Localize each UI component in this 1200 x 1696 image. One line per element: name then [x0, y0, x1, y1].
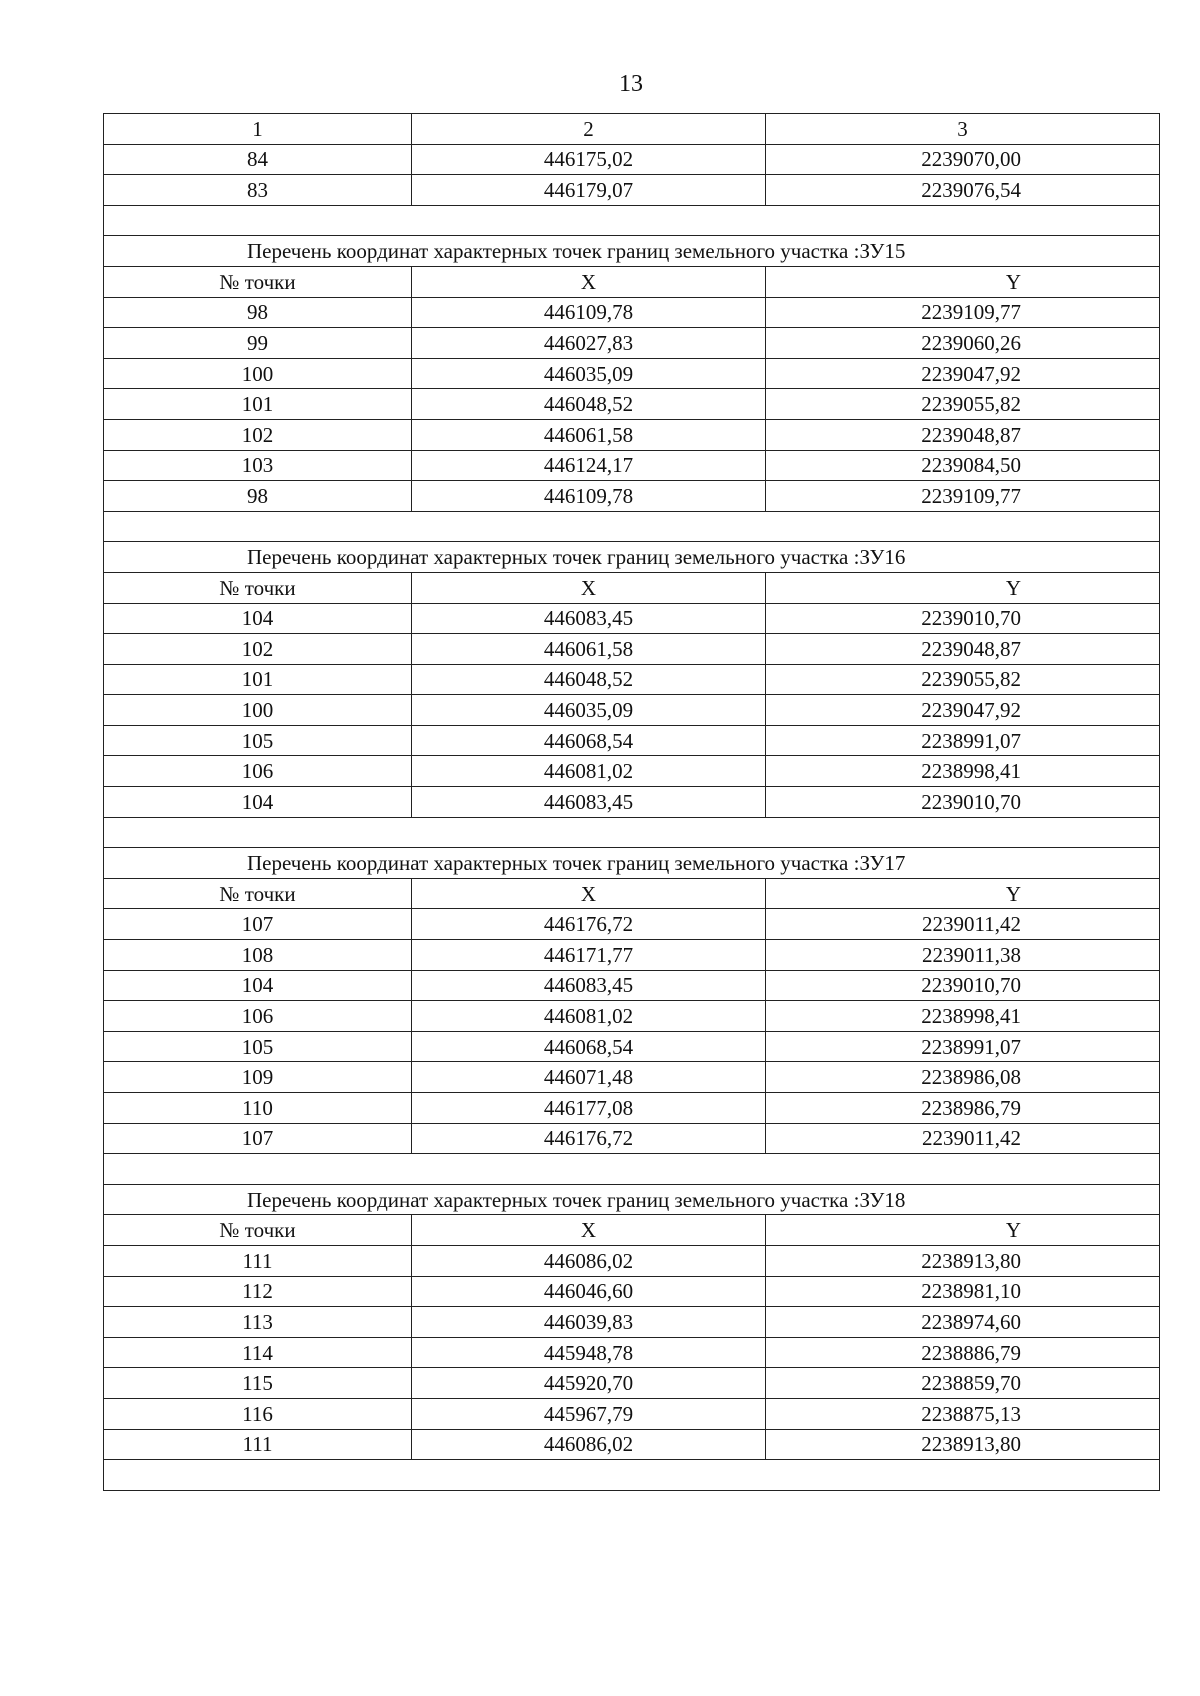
point-number-cell: 111 — [104, 1429, 412, 1460]
section-header-row — [104, 266, 1160, 297]
table-row — [104, 940, 1160, 971]
section-title: Перечень координат характерных точек границ земельного участка :ЗУ15 — [104, 236, 1160, 267]
y-coordinate-cell: 2238875,13 — [766, 1398, 1160, 1429]
column-header-y: Y — [766, 1215, 1160, 1246]
x-coordinate-cell: 446109,78 — [412, 481, 766, 512]
y-coordinate-cell: 2238974,60 — [766, 1307, 1160, 1338]
section-title-row — [104, 236, 1160, 267]
point-number-cell: 111 — [104, 1245, 412, 1276]
column-number-row — [104, 114, 1160, 145]
y-coordinate-cell: 2239011,38 — [766, 940, 1160, 971]
table-row — [104, 175, 1160, 206]
y-coordinate-cell: 2239011,42 — [766, 909, 1160, 940]
table-row — [104, 756, 1160, 787]
spacer-cell — [104, 817, 1160, 848]
y-coordinate-cell: 2239048,87 — [766, 419, 1160, 450]
y-coordinate-cell: 2239010,70 — [766, 603, 1160, 634]
x-coordinate-cell: 446039,83 — [412, 1307, 766, 1338]
section-title: Перечень координат характерных точек границ земельного участка :ЗУ18 — [104, 1184, 1160, 1215]
table-row — [104, 1062, 1160, 1093]
table-row — [104, 603, 1160, 634]
table-row — [104, 909, 1160, 940]
table-row — [104, 1123, 1160, 1154]
point-number-cell: 109 — [104, 1062, 412, 1093]
y-coordinate-cell: 2238913,80 — [766, 1429, 1160, 1460]
coordinates-table-body — [104, 114, 1160, 1491]
y-coordinate-cell: 2239010,70 — [766, 787, 1160, 818]
spacer-cell — [104, 511, 1160, 542]
x-coordinate-cell: 446081,02 — [412, 756, 766, 787]
point-number-cell: 115 — [104, 1368, 412, 1399]
column-number-cell: 2 — [412, 114, 766, 145]
y-coordinate-cell: 2238986,08 — [766, 1062, 1160, 1093]
column-header-x: X — [412, 878, 766, 909]
x-coordinate-cell: 446177,08 — [412, 1093, 766, 1124]
section-header-row — [104, 572, 1160, 603]
point-number-cell: 98 — [104, 481, 412, 512]
x-coordinate-cell: 446086,02 — [412, 1429, 766, 1460]
table-row — [104, 1245, 1160, 1276]
y-coordinate-cell: 2239109,77 — [766, 297, 1160, 328]
y-coordinate-cell: 2238998,41 — [766, 1001, 1160, 1032]
point-number-cell: 102 — [104, 419, 412, 450]
table-row — [104, 297, 1160, 328]
point-number-cell: 113 — [104, 1307, 412, 1338]
table-row — [104, 358, 1160, 389]
section-header-row — [104, 1215, 1160, 1246]
x-coordinate-cell: 446176,72 — [412, 1123, 766, 1154]
y-coordinate-cell: 2239060,26 — [766, 328, 1160, 359]
column-number-cell: 1 — [104, 114, 412, 145]
y-coordinate-cell: 2239048,87 — [766, 634, 1160, 665]
section-title-row — [104, 1184, 1160, 1215]
x-coordinate-cell: 446083,45 — [412, 787, 766, 818]
table-row — [104, 389, 1160, 420]
spacer-row — [104, 1154, 1160, 1185]
y-coordinate-cell: 2239070,00 — [766, 144, 1160, 175]
y-coordinate-cell: 2239084,50 — [766, 450, 1160, 481]
x-coordinate-cell: 445920,70 — [412, 1368, 766, 1399]
x-coordinate-cell: 446083,45 — [412, 970, 766, 1001]
x-coordinate-cell: 446175,02 — [412, 144, 766, 175]
table-row — [104, 1337, 1160, 1368]
x-coordinate-cell: 446061,58 — [412, 634, 766, 665]
y-coordinate-cell: 2239047,92 — [766, 695, 1160, 726]
point-number-cell: 100 — [104, 695, 412, 726]
x-coordinate-cell: 446046,60 — [412, 1276, 766, 1307]
point-number-cell: 114 — [104, 1337, 412, 1368]
x-coordinate-cell: 446176,72 — [412, 909, 766, 940]
point-number-cell: 102 — [104, 634, 412, 665]
x-coordinate-cell: 446035,09 — [412, 358, 766, 389]
table-row — [104, 725, 1160, 756]
table-row — [104, 634, 1160, 665]
y-coordinate-cell: 2239010,70 — [766, 970, 1160, 1001]
column-header-x: X — [412, 1215, 766, 1246]
x-coordinate-cell: 446048,52 — [412, 389, 766, 420]
table-row — [104, 450, 1160, 481]
x-coordinate-cell: 446071,48 — [412, 1062, 766, 1093]
y-coordinate-cell: 2239076,54 — [766, 175, 1160, 206]
table-row — [104, 1276, 1160, 1307]
point-number-cell: 107 — [104, 1123, 412, 1154]
y-coordinate-cell: 2238991,07 — [766, 725, 1160, 756]
column-number-cell: 3 — [766, 114, 1160, 145]
spacer-cell — [104, 1460, 1160, 1491]
section-title: Перечень координат характерных точек границ земельного участка :ЗУ17 — [104, 848, 1160, 879]
point-number-cell: 112 — [104, 1276, 412, 1307]
point-number-cell: 100 — [104, 358, 412, 389]
spacer-cell — [104, 1154, 1160, 1185]
y-coordinate-cell: 2238859,70 — [766, 1368, 1160, 1399]
table-row — [104, 419, 1160, 450]
column-header-y: Y — [766, 878, 1160, 909]
coordinates-table — [103, 113, 1160, 1491]
y-coordinate-cell: 2238886,79 — [766, 1337, 1160, 1368]
point-number-cell: 84 — [104, 144, 412, 175]
point-number-cell: 104 — [104, 787, 412, 818]
section-title-row — [104, 848, 1160, 879]
y-coordinate-cell: 2238986,79 — [766, 1093, 1160, 1124]
table-row — [104, 1429, 1160, 1460]
spacer-row — [104, 1460, 1160, 1491]
column-header-x: X — [412, 266, 766, 297]
point-number-cell: 106 — [104, 756, 412, 787]
y-coordinate-cell: 2239109,77 — [766, 481, 1160, 512]
y-coordinate-cell: 2238991,07 — [766, 1031, 1160, 1062]
x-coordinate-cell: 446048,52 — [412, 664, 766, 695]
point-number-cell: 83 — [104, 175, 412, 206]
point-number-cell: 110 — [104, 1093, 412, 1124]
spacer-row — [104, 817, 1160, 848]
point-number-cell: 103 — [104, 450, 412, 481]
page-number: 13 — [619, 71, 643, 97]
point-number-cell: 104 — [104, 603, 412, 634]
point-number-cell: 99 — [104, 328, 412, 359]
x-coordinate-cell: 446171,77 — [412, 940, 766, 971]
y-coordinate-cell: 2239011,42 — [766, 1123, 1160, 1154]
x-coordinate-cell: 446081,02 — [412, 1001, 766, 1032]
table-row — [104, 787, 1160, 818]
table-row — [104, 1398, 1160, 1429]
x-coordinate-cell: 446068,54 — [412, 725, 766, 756]
table-row — [104, 1001, 1160, 1032]
y-coordinate-cell: 2239055,82 — [766, 664, 1160, 695]
x-coordinate-cell: 446068,54 — [412, 1031, 766, 1062]
spacer-row — [104, 205, 1160, 236]
point-number-cell: 101 — [104, 389, 412, 420]
y-coordinate-cell: 2239055,82 — [766, 389, 1160, 420]
x-coordinate-cell: 446109,78 — [412, 297, 766, 328]
x-coordinate-cell: 446027,83 — [412, 328, 766, 359]
x-coordinate-cell: 446124,17 — [412, 450, 766, 481]
table-row — [104, 328, 1160, 359]
column-header-point: № точки — [104, 1215, 412, 1246]
point-number-cell: 104 — [104, 970, 412, 1001]
column-header-point: № точки — [104, 878, 412, 909]
table-row — [104, 144, 1160, 175]
x-coordinate-cell: 446035,09 — [412, 695, 766, 726]
column-header-x: X — [412, 572, 766, 603]
point-number-cell: 98 — [104, 297, 412, 328]
table-row — [104, 481, 1160, 512]
column-header-y: Y — [766, 572, 1160, 603]
x-coordinate-cell: 445967,79 — [412, 1398, 766, 1429]
y-coordinate-cell: 2239047,92 — [766, 358, 1160, 389]
table-row — [104, 970, 1160, 1001]
column-header-y: Y — [766, 266, 1160, 297]
section-title: Перечень координат характерных точек границ земельного участка :ЗУ16 — [104, 542, 1160, 573]
x-coordinate-cell: 446061,58 — [412, 419, 766, 450]
y-coordinate-cell: 2238981,10 — [766, 1276, 1160, 1307]
section-title-row — [104, 542, 1160, 573]
point-number-cell: 107 — [104, 909, 412, 940]
table-row — [104, 1368, 1160, 1399]
x-coordinate-cell: 446086,02 — [412, 1245, 766, 1276]
y-coordinate-cell: 2238998,41 — [766, 756, 1160, 787]
point-number-cell: 105 — [104, 1031, 412, 1062]
table-row — [104, 695, 1160, 726]
y-coordinate-cell: 2238913,80 — [766, 1245, 1160, 1276]
section-header-row — [104, 878, 1160, 909]
spacer-row — [104, 511, 1160, 542]
table-row — [104, 664, 1160, 695]
point-number-cell: 108 — [104, 940, 412, 971]
point-number-cell: 116 — [104, 1398, 412, 1429]
x-coordinate-cell: 446179,07 — [412, 175, 766, 206]
table-row — [104, 1307, 1160, 1338]
column-header-point: № точки — [104, 572, 412, 603]
point-number-cell: 106 — [104, 1001, 412, 1032]
table-row — [104, 1093, 1160, 1124]
table-row — [104, 1031, 1160, 1062]
x-coordinate-cell: 446083,45 — [412, 603, 766, 634]
x-coordinate-cell: 445948,78 — [412, 1337, 766, 1368]
spacer-cell — [104, 205, 1160, 236]
point-number-cell: 105 — [104, 725, 412, 756]
column-header-point: № точки — [104, 266, 412, 297]
point-number-cell: 101 — [104, 664, 412, 695]
